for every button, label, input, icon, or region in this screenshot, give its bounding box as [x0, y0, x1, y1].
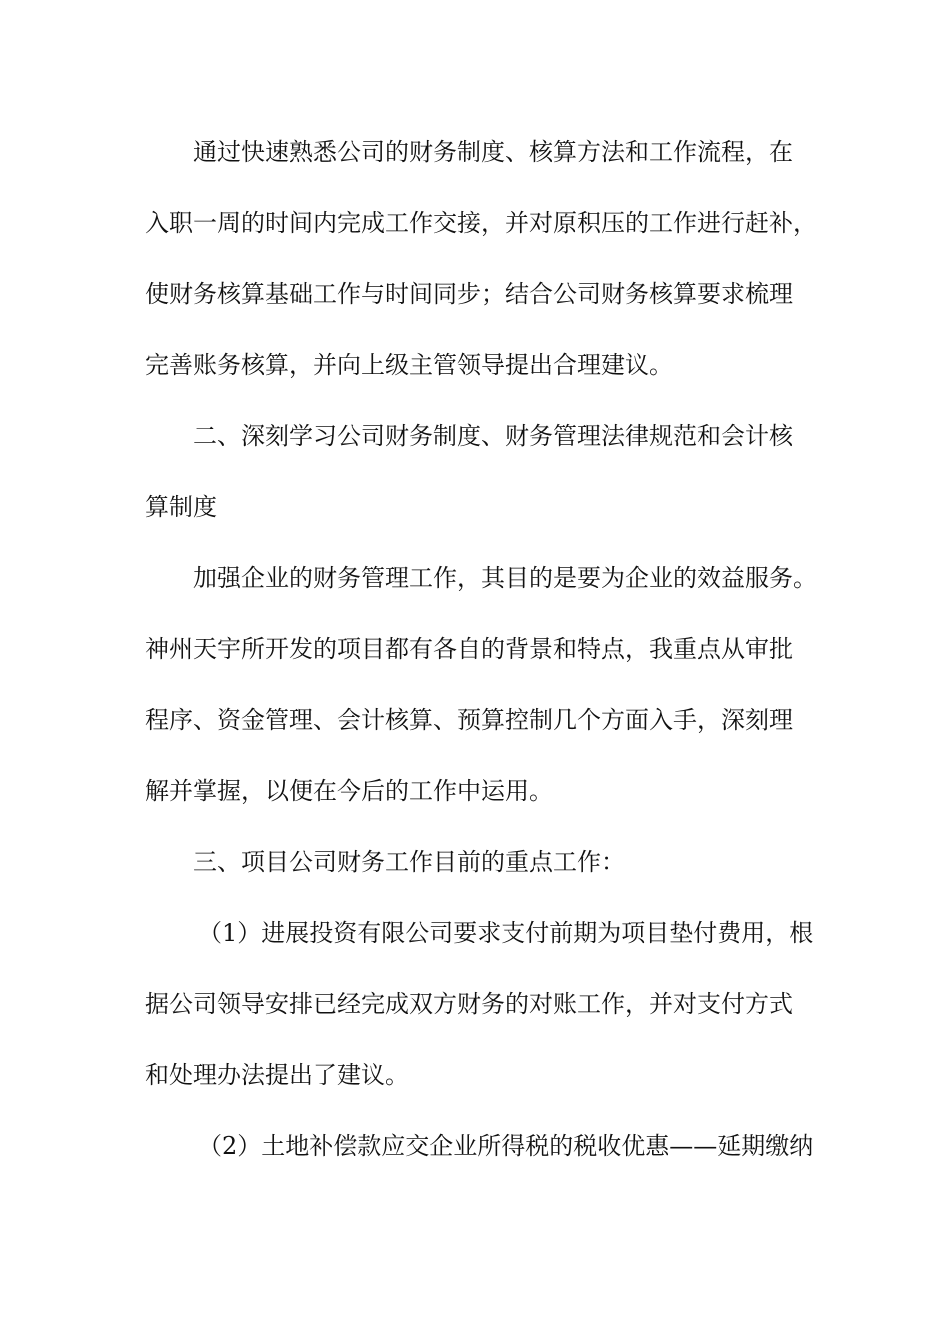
text-line-14: 和处理办法提出了建议。 [145, 1061, 409, 1089]
section-heading-2: 二、深刻学习公司财务制度、财务管理法律规范和会计核 [193, 422, 793, 450]
text-line-13: 据公司领导安排已经完成双方财务的对账工作，并对支付方式 [145, 990, 793, 1018]
text-line-4: 完善账务核算，并向上级主管领导提出合理建议。 [145, 351, 673, 379]
text-line-2: 入职一周的时间内完成工作交接，并对原积压的工作进行赶补， [145, 209, 817, 237]
text-line-10: 解并掌握，以便在今后的工作中运用。 [145, 777, 553, 805]
text-line-1: 通过快速熟悉公司的财务制度、核算方法和工作流程，在 [193, 138, 793, 166]
section-heading-2-continued: 算制度 [145, 493, 217, 521]
text-line-9: 程序、资金管理、会计核算、预算控制几个方面入手，深刻理 [145, 706, 793, 734]
text-line-8: 神州天宇所开发的项目都有各自的背景和特点，我重点从审批 [145, 635, 793, 663]
text-line-3: 使财务核算基础工作与时间同步；结合公司财务核算要求梳理 [145, 280, 793, 308]
numbered-item-2: （2）土地补偿款应交企业所得税的税收优惠——延期缴纳 [198, 1132, 814, 1160]
section-heading-3: 三、项目公司财务工作目前的重点工作： [193, 848, 625, 876]
numbered-item-1: （1）进展投资有限公司要求支付前期为项目垫付费用，根 [198, 919, 814, 947]
text-line-7: 加强企业的财务管理工作，其目的是要为企业的效益服务。 [193, 564, 817, 592]
